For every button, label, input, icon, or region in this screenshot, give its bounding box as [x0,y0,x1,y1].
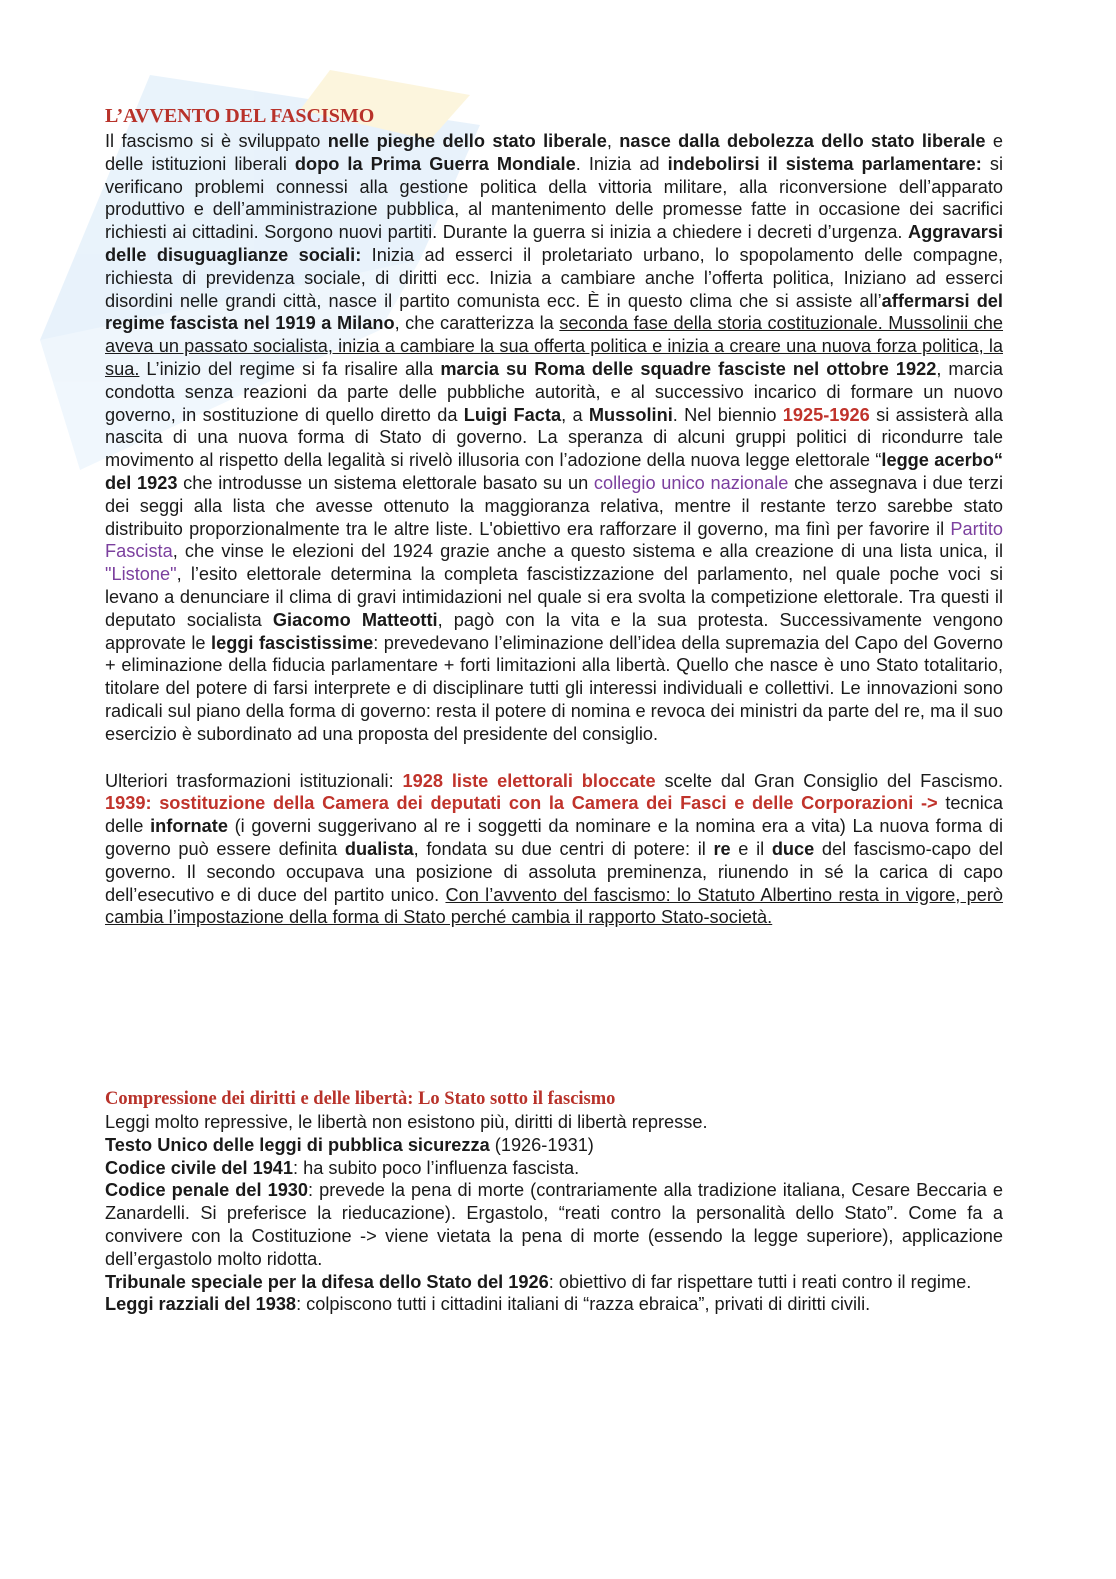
page-title: L’AVVENTO DEL FASCISMO [105,105,375,127]
document-page [105,103,1003,1316]
section-line: Testo Unico delle leggi di pubblica sicurezza (1926-1931) [105,1134,594,1155]
section-line: Codice penale del 1930: prevede la pena di morte (contrariamente alla tradizione italiana, Cesare Beccaria e Zanardelli. Si preferisce la rieducazione). Ergastolo, “reati contro la personalità dello Stato”. Come fa a convivere con la Costituzione -> viene vietata la pena di morte (essendo la legge superiore), applicazione dell’ergastolo molto ridotta. [105,1180,1003,1269]
section-line: Codice civile del 1941: ha subito poco l’influenza fascista. [105,1157,580,1178]
section-line: Leggi razziali del 1938: colpiscono tutti i cittadini italiani di “razza ebraica”, privati di diritti civili. [105,1294,871,1315]
paragraph-spacer [105,746,1003,770]
paragraph-transformations: Ulteriori trasformazioni istituzionali: 1928 liste elettorali bloccate scelte dal Gran Consiglio del Fascismo. 1939: sostituzione della Camera dei deputati con la Camera dei Fasci e delle Corporazioni -> tecnica delle infornate (i governi suggerivano al re i soggetti da nominare e la nomina era a vita) La nuova forma di governo può essere definita dualista, fondata su due centri di potere: il re e il duce del fascismo-capo del governo. Il secondo occupava una posizione di assoluta preminenza, riunendo in sé la carica di capo dell’esecutivo e di duce del partito unico. Con l’avvento del fascismo: lo Statuto Albertino resta in vigore, però cambia l’impostazione della forma di Stato perché cambia il rapporto Stato-società. [105,770,1004,928]
paragraph-intro: Il fascismo si è sviluppato nelle pieghe dello stato liberale, nasce dalla debolezza dello stato liberale e delle istituzioni liberali dopo la Prima Guerra Mondiale. Inizia ad indebolirsi il sistema parlamentare: si verificano problemi connessi alla gestione politica della vittoria militare, alla riconversione dell’apparato produttivo e dell’amministrazione pubblica, al mantenimento delle promesse fatte in occasione dei sacrifici richiesti ai cittadini. Sorgono nuovi partiti. Durante la guerra si inizia a chiedere i decreti d’urgenza. Aggravarsi delle disuguaglianze sociali: Inizia ad esserci il proletariato urbano, lo spopolamento delle compagne, richiesta di previdenza sociale, di diritti ecc. Inizia a cambiare anche l’offerta politica, Iniziano ad esserci disordini nelle grandi città, nasce il partito comunista ecc. È in questo clima che si assiste all’affermarsi del regime fascista nel 1919 a Milano, che caratterizza la seconda fase della storia costituzionale. Mussolinii che aveva un passato socialista, inizia a cambiare la sua offerta politica e inizia a creare una nuova forza politica, la sua. L’inizio del regime si fa risalire alla marcia su Roma delle squadre fasciste nel ottobre 1922, marcia condotta senza reazioni da parte delle pubbliche autorità, e al successivo incarico di formare un nuovo governo, in sostituzione di quello diretto da Luigi Facta, a Mussolini. Nel biennio 1925-1926 si assisterà alla nascita di una nuova forma di Stato di governo. La speranza di alcuni gruppi politici di ricondurre tale movimento al rispetto della legalità si rivelò illusoria con l’adozione della nuova legge elettorale “legge acerbo“ del 1923 che introdusse un sistema elettorale basato su un collegio unico nazionale che assegnava i due terzi dei seggi alla lista che avesse ottenuto la maggioranza relativa, mentre il restante terzo sarebbe stato distribuito proporzionalmente tra le altre liste. L'obiettivo era rafforzare il governo, ma finì per favorire il Partito Fascista, che vinse le elezioni del 1924 grazie anche a questo sistema e alla creazione di una lista unica, il "Listone", l’esito elettorale determina la completa fascistizzazione del parlamento, nel quale poche voci si levano a denunciare il clima di gravi intimidazioni nel quale si era svolta la competizione elettorale. Tra questi il deputato socialista Giacomo Matteotti, pagò con la vita e la sua protesta. Successivamente vengono approvate le leggi fascistissime: prevedevano l’eliminazione dell’idea della supremazia del Capo del Governo + eliminazione della fiducia parlamentare + forti limitazioni alla libertà. Quello che nasce è uno Stato totalitario, titolare del potere di farsi interprete e di disciplinare tutti gli interessi individuali e collettivi. Le innovazioni sono radicali sul piano della forma di governo: resta il potere di nomina e revoca dei ministri da parte del re, ma il suo esercizio è subordinato ad una proposta del presidente del consiglio. [105,131,1004,744]
section-line: Leggi molto repressive, le libertà non esistono più, diritti di libertà represse. [105,1112,708,1133]
section-heading: Compressione dei diritti e delle libertà: Lo Stato sotto il fascismo [105,1089,616,1110]
section-line: Tribunale speciale per la difesa dello Stato del 1926: obiettivo di far rispettare tutti i reati contro il regime. [105,1271,972,1292]
